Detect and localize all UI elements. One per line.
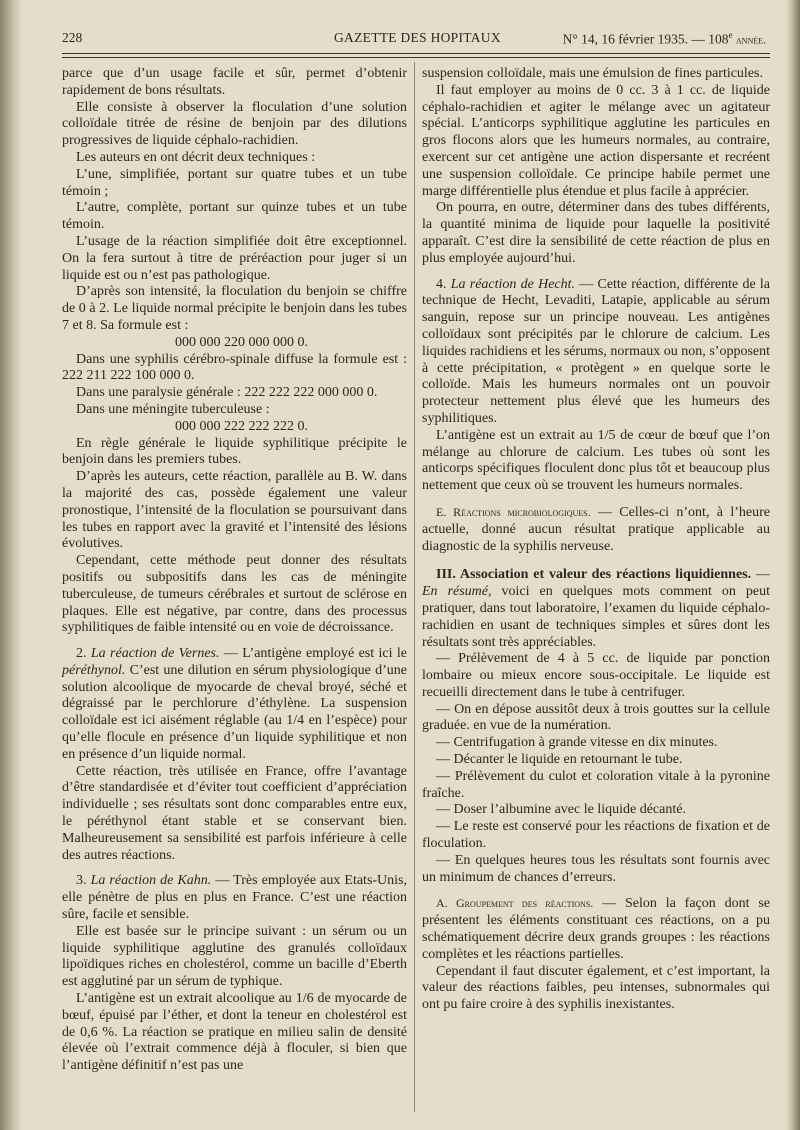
section-microbiologiques: E. Réactions microbiologiques. — Celles-ci n’ont, à l’heure actuelle, donné aucun résultat pratique applicable au diagnostic de la syphilis nerveuse. <box>422 504 771 554</box>
paragraph: Dans une syphilis cérébro-spinale diffuse la formule est : 222 211 222 100 000 0. <box>62 351 407 384</box>
paragraph: L’une, simplifiée, portant sur quatre tubes et un tube témoin ; <box>62 166 407 199</box>
list-item: — Centrifugation à grande vitesse en dix minutes. <box>436 735 718 751</box>
header-rule <box>62 53 770 54</box>
paragraph: Cependant il faut discuter également, et c’est important, la valeur des réactions faibles, peu intenses, subnormales qui ont pu faire croire à des syphilis inexistantes. <box>422 963 770 1013</box>
paragraph: Elle consiste à observer la floculation d’une solution colloïdale titrée de résine de benjoin par des dilutions progressives de liquide céphalo-rachidien. <box>62 99 407 149</box>
paragraph: L’antigène est un extrait au 1/5 de cœur de bœuf que l’on mélange au chlorure de calcium. Les tubes où sont les anticorps spécifiques floculent donc plus tôt et beaucoup plus nettement que ceux où se trouvent les humeurs normales. <box>422 427 770 494</box>
section-association: III. Association et valeur des réactions liquidiennes. — En résumé, voici en quelques mots comment on peut pratiquer, dans tout laboratoire, l’examen du liquide céphalo-rachidien en usant de techniques simples et sûres dont les résultats sont très appréciables. <box>422 567 770 650</box>
section-groupement: A. Groupement des réactions. — Selon la façon dont se présentent les éléments constituant ces réactions, on a pu schématiquement décrire deux grands groupes : les réactions complètes et les réactions partielles. <box>422 896 770 962</box>
section-kahn: 3. La réaction de Kahn. — Très employée aux Etats-Unis, elle pénètre de plus en plus en France. C’est une réaction sûre, facile et sensible. <box>62 873 407 923</box>
journal-title: GAZETTE DES HOPITAUX <box>334 30 501 45</box>
formula: 000 000 222 222 222 0. <box>175 418 308 434</box>
paragraph: L’antigène est un extrait alcoolique au 1/6 de myocarde de bœuf, épuisé par l’éther, et dont la teneur en cholestérol est de 0,6 %. La réaction se pratique en milieu salin de densité élevée où l’extrait commence déjà à floculer, si bien que l’antigène définitif n’est pas une <box>62 991 407 1074</box>
list-item: — On en dépose aussitôt deux à trois gouttes sur la cellule graduée. en vue de la numération. <box>422 701 770 734</box>
paragraph: Cette réaction, très utilisée en France, offre l’avantage d’être standardisée et d’éviter tout coefficient d’appréciation individuelle ; ses résultats sont donc comparables entre eux, le péréthynol étant stable et se conservant bien. Malheureusement sa sensibilité est parfois inférieure à celle des autres réactions. <box>62 763 407 863</box>
paragraph: On pourra, en outre, déterminer dans des tubes différents, la quantité minima de liquide pour laquelle la positivité apparaît. C’est dire la sensibilité de cette réaction de plus en plus employée aujourd’hui. <box>422 200 770 266</box>
paragraph: Cependant, cette méthode peut donner des résultats positifs ou subpositifs dans les cas de méningite tuberculeuse, de tumeurs cérébrales et surtout de sclérose en plaques. Elle est négative, par contre, dans des processus syphilitiques de faible intensité ou en voie de décroissance. <box>62 553 407 636</box>
paragraph: D’après les auteurs, cette réaction, parallèle au B. W. dans la majorité des cas, possède également une valeur pronostique, l’intensité de la floculation se poursuivant dans les tubes en rapport avec la gravité et l’intensité des lésions évolutives. <box>62 469 407 552</box>
column-divider <box>414 62 415 1112</box>
formula: 000 000 220 000 000 0. <box>175 334 308 350</box>
paragraph: Il faut employer au moins de 0 cc. 3 à 1 cc. de liquide céphalo-rachidien et agiter le mélange avec un agitateur spécial. L’anticorps syphilitique agglutine les particules en gros flocons alors que les humeurs normales, au contraire, exercent sur cet antigène une action dispersante et recréent une suspension colloïdale. Ce principe habile permet une marge différentielle plus étendue et plus facile à apprécier. <box>422 82 770 199</box>
list-item: — Prélèvement du culot et coloration vitale à la pyronine fraîche. <box>422 768 770 801</box>
paragraph: Dans une paralysie générale : 222 222 222 000 000 0. <box>76 385 378 401</box>
list-item: — Décanter le liquide en retournant le tube. <box>436 752 683 768</box>
header-rule-double <box>62 57 770 58</box>
paragraph: suspension colloïdale, mais une émulsion de fines particules. <box>422 66 763 81</box>
paragraph: En règle générale le liquide syphilitique précipite le benjoin dans les premiers tubes. <box>62 435 407 468</box>
list-item: — En quelques heures tous les résultats sont fournis avec un minimum de chances d’erreurs. <box>422 852 770 885</box>
section-hecht: 4. La réaction de Hecht. — Cette réaction, différente de la technique de Hecht, Levaditi, Latapie, applicable au sérum sanguin, repose sur un principe nouveau. Les antigènes colloïdaux sont précipités par le chlorure de calcium. Les liquides rachidiens et les sérums, normaux ou non, s’opposent à cette précipitation, « protègent » en quelque sorte le colloïde. Mais les humeurs normales ont un pouvoir protecteur nettement plus élevé que les humeurs des syphilitiques. <box>422 276 770 426</box>
paragraph: parce que d’un usage facile et sûr, permet d’obtenir rapidement de bons résultats. <box>62 66 407 98</box>
paragraph: Dans une méningite tuberculeuse : <box>76 401 270 417</box>
list-item: — Doser l’albumine avec le liquide décanté. <box>436 802 686 818</box>
paragraph: L’autre, complète, portant sur quinze tubes et un tube témoin. <box>62 200 407 233</box>
issue-info: N° 14, 16 février 1935. — 108e année. <box>562 30 766 47</box>
section-vernes: 2. La réaction de Vernes. — L’antigène employé est ici le péréthynol. C’est une dilution en sérum physiologique d’une solution alcoolique de myocarde de cheval broyé, séché et dégraissé par le perchlorure d’éthylène. La suspension colloïdale est ici aisément réglable (au 1/4 en l’espèce) pour qu’elle flocule en présence d’un liquide syphilitique et non en présence d’un liquide normal. <box>62 646 407 762</box>
list-item: — Prélèvement de 4 à 5 cc. de liquide par ponction lombaire ou mieux encore sous-occipitale. Le liquide est recueilli directement dans le tube à centrifuger. <box>422 651 770 700</box>
page-binding-shadow <box>0 0 22 1130</box>
left-column <box>62 66 407 1075</box>
page-edge-shadow <box>786 0 800 1130</box>
paragraph: D’après son intensité, la floculation du benjoin se chiffre de 0 à 2. Le liquide normal précipite le benjoin dans les tubes 7 et 8. Sa formule est : <box>62 284 407 333</box>
right-column <box>422 66 770 1014</box>
page-number: 228 <box>62 30 83 45</box>
running-header <box>62 28 770 48</box>
paragraph: Les auteurs en ont décrit deux techniques : <box>76 149 316 165</box>
paragraph: Elle est basée sur le principe suivant : un sérum ou un liquide syphilitique agglutine des granulés colloïdaux lipoïdiques riches en cholestérol, comme un bacille d’Eberth est agglutiné par un sérum de typhique. <box>62 923 407 990</box>
list-item: — Le reste est conservé pour les réactions de fixation et de floculation. <box>422 819 770 852</box>
paragraph: L’usage de la réaction simplifiée doit être exceptionnel. On la fera surtout à titre de préréaction pour juger si un liquide est ou n’est pas pathologique. <box>62 233 407 283</box>
